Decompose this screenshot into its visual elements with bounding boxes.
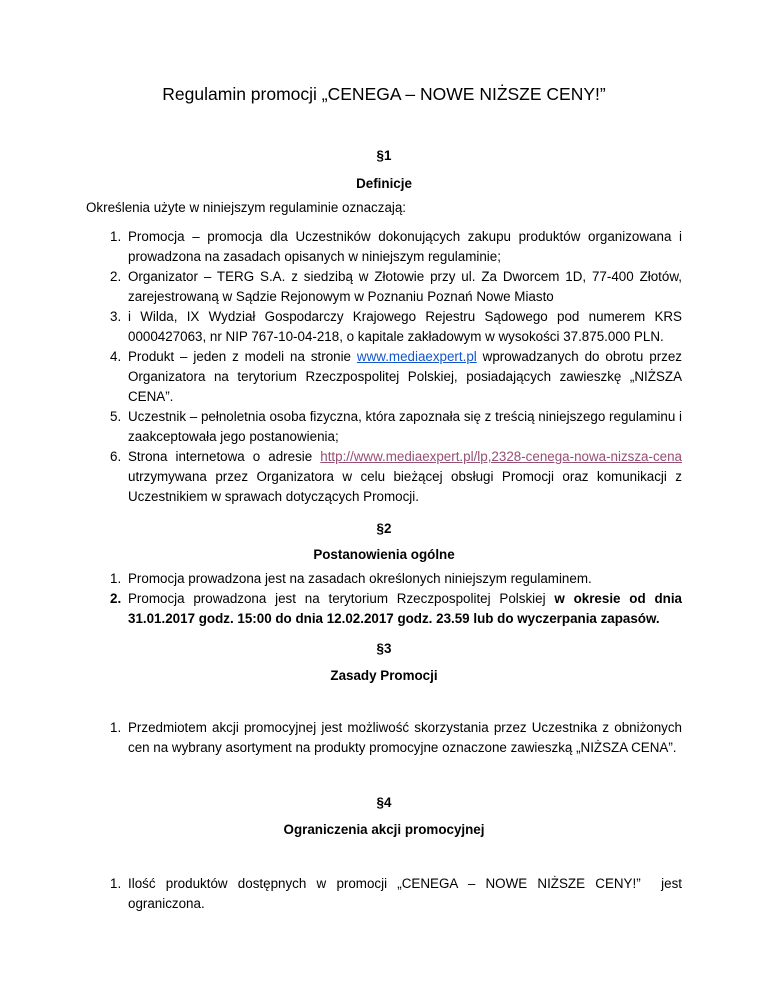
section-2-heading: Postanowienia ogólne (313, 547, 455, 562)
list-text: Strona internetowa o adresie (128, 449, 321, 464)
list-text: Organizator – TERG S.A. z siedzibą w Złotowie przy ul. Za Dworcem 1D, 77-400 Złotów, zarejestrowaną w Sądzie Rejonowym w Poznaniu Poznań Nowe Miasto (128, 269, 682, 304)
list-item (86, 347, 682, 407)
list-text: Uczestnik – pełnoletnia osoba fizyczna, która zapoznała się z treścią niniejszego regulaminu i zaakceptowała jego postanowienia; (128, 409, 682, 444)
section-4-mark: §4 (376, 795, 392, 810)
list-text: utrzymywana przez Organizatora w celu bieżącej obsługi Promocji oraz komunikacji z Uczestnikiem w sprawach dotyczących Promocji. (128, 469, 682, 504)
list-text: Przedmiotem akcji promocyjnej jest możliwość skorzystania przez Uczestnika z obniżonych cen na wybrany asortyment na produkty promocyjne oznaczone zawieszką „NIŻSZA CENA”. (128, 720, 682, 755)
section-1-mark: §1 (376, 148, 392, 163)
section-3-mark: §3 (376, 641, 392, 656)
list-item (86, 267, 682, 307)
list-text: Promocja prowadzona jest na terytorium Rzeczpospolitej Polskiej (128, 591, 555, 606)
list-item (86, 307, 682, 347)
section-4-heading: Ograniczenia akcji promocyjnej (283, 822, 485, 837)
list-number: 2. (110, 269, 122, 284)
list-text: i Wilda, IX Wydział Gospodarczy Krajowego Rejestru Sądowego pod numerem KRS 0000427063, nr NIP 767-10-04-218, o kapitale zakładowym w wysokości 37.875.000 PLN. (128, 309, 682, 344)
list-item (86, 718, 682, 758)
promotion-rules-list (86, 718, 682, 758)
document-title: Regulamin promocji „CENEGA – NOWE NIŻSZE CENY!” (162, 84, 606, 104)
list-number: 6. (110, 449, 122, 464)
promotion-page-link[interactable]: http://www.mediaexpert.pl/lp,2328-cenega-nowa-nizsza-cena (320, 449, 682, 464)
list-item (86, 589, 682, 629)
list-number: 2. (110, 591, 122, 606)
general-provisions-list (86, 569, 682, 629)
list-item (86, 874, 686, 914)
list-item (86, 407, 682, 447)
list-number: 4. (110, 349, 122, 364)
list-number: 5. (110, 409, 122, 424)
section-3-heading: Zasady Promocji (330, 668, 438, 683)
list-number: 1. (110, 571, 122, 586)
list-text: Promocja – promocja dla Uczestników dokonujących zakupu produktów organizowana i prowadzona na zasadach opisanych w niniejszym regulaminie; (128, 229, 682, 264)
list-number: 1. (110, 876, 122, 891)
list-text: Promocja prowadzona jest na zasadach określonych niniejszym regulaminem. (128, 571, 592, 586)
list-number: 3. (110, 309, 122, 324)
limitations-list (86, 874, 686, 914)
section-1-intro: Określenia użyte w niniejszym regulaminie oznaczają: (86, 200, 407, 215)
promotion-period: w okresie od dnia 31.01.2017 godz. 15:00 do dnia 12.02.2017 godz. 23.59 lub do wyczerpania zapasów. (128, 591, 682, 626)
list-text: Produkt – jeden z modeli na stronie (128, 349, 357, 364)
list-item (86, 447, 682, 507)
list-number: 1. (110, 229, 122, 244)
mediaexpert-link[interactable]: www.mediaexpert.pl (356, 349, 477, 364)
list-text: Ilość produktów dostępnych w promocji „CENEGA – NOWE NIŻSZE CENY!” jest ograniczona. (128, 876, 686, 911)
section-2-mark: §2 (376, 521, 392, 536)
list-number: 1. (110, 720, 122, 735)
list-text: wprowadzanych do obrotu przez Organizatora na terytorium Rzeczpospolitej Polskiej, posiadających zawieszkę „NIŻSZA CENA”. (128, 349, 682, 404)
list-item (86, 227, 682, 267)
list-item (86, 569, 682, 589)
definitions-list (86, 227, 682, 507)
section-1-heading: Definicje (356, 176, 412, 191)
